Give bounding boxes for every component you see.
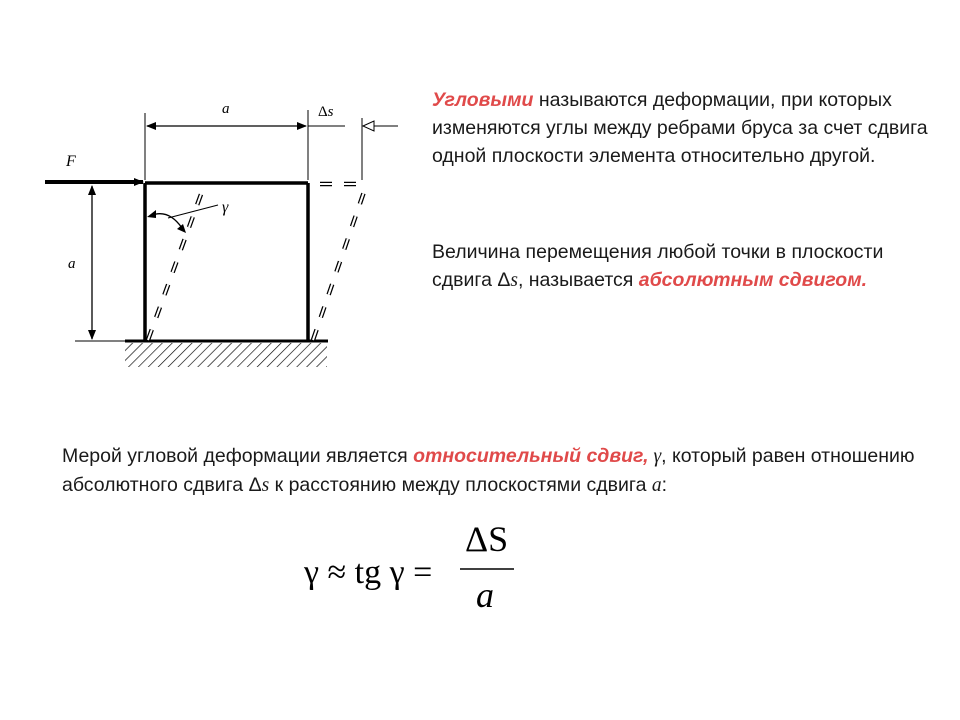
gamma-label: γ (222, 199, 229, 216)
s-symbol: s (510, 270, 518, 291)
delta-symbol-2: Δ (248, 474, 262, 496)
absolute-shear-text-1: Величина перемещения любой точки в плоскости сдвига (432, 241, 884, 291)
delta-s-hollow-arrow (363, 121, 398, 131)
deformed-left-edge-fill (148, 186, 204, 340)
absolute-shear-period: . (861, 269, 868, 291)
relative-shear-text-1: Мерой угловой деформации является (62, 445, 414, 467)
ground-hatching (125, 343, 327, 367)
dimension-a-left-label: a (68, 256, 76, 272)
gamma-leader (168, 205, 218, 218)
dimension-a-top-label: a (222, 101, 230, 117)
gamma-arrow-head (177, 224, 186, 233)
relative-shear-text-3: к расстоянию между плоскостями сдвига (269, 474, 652, 496)
formula-numerator: ΔS (465, 519, 509, 559)
relative-shear-term: относительный сдвиг, (413, 445, 649, 467)
absolute-shear-text-2: , называется (517, 269, 639, 291)
shear-deformation-diagram (0, 0, 430, 400)
angular-deformation-definition (432, 86, 932, 170)
formula-lhs: γ ≈ tg γ = (304, 554, 433, 591)
angular-term: Угловыми (432, 89, 534, 111)
deformed-right-edge-fill (313, 186, 366, 340)
relative-shear-text-2: , который равен отношению абсолютного сдвига (62, 445, 915, 496)
relative-shear-text-4: : (661, 474, 668, 496)
gamma-symbol: γ (648, 446, 662, 467)
s-symbol-2: s (261, 475, 270, 496)
formula-denominator: a (476, 575, 494, 615)
a-symbol: a (651, 475, 662, 496)
angular-definition-text: называются деформации, при которых изменяются углы между ребрами бруса за счет сдвига одной плоскости элемента относительно другой. (432, 89, 928, 167)
force-label: F (66, 153, 76, 170)
shear-formula (300, 515, 540, 620)
gamma-arrow-head-start (147, 210, 156, 218)
relative-shear-definition (62, 442, 922, 500)
absolute-shear-definition (432, 238, 932, 295)
delta-s-label: Δs (318, 104, 334, 120)
absolute-shear-term: абсолютным сдвигом (638, 269, 862, 291)
delta-symbol: Δ (497, 269, 511, 291)
